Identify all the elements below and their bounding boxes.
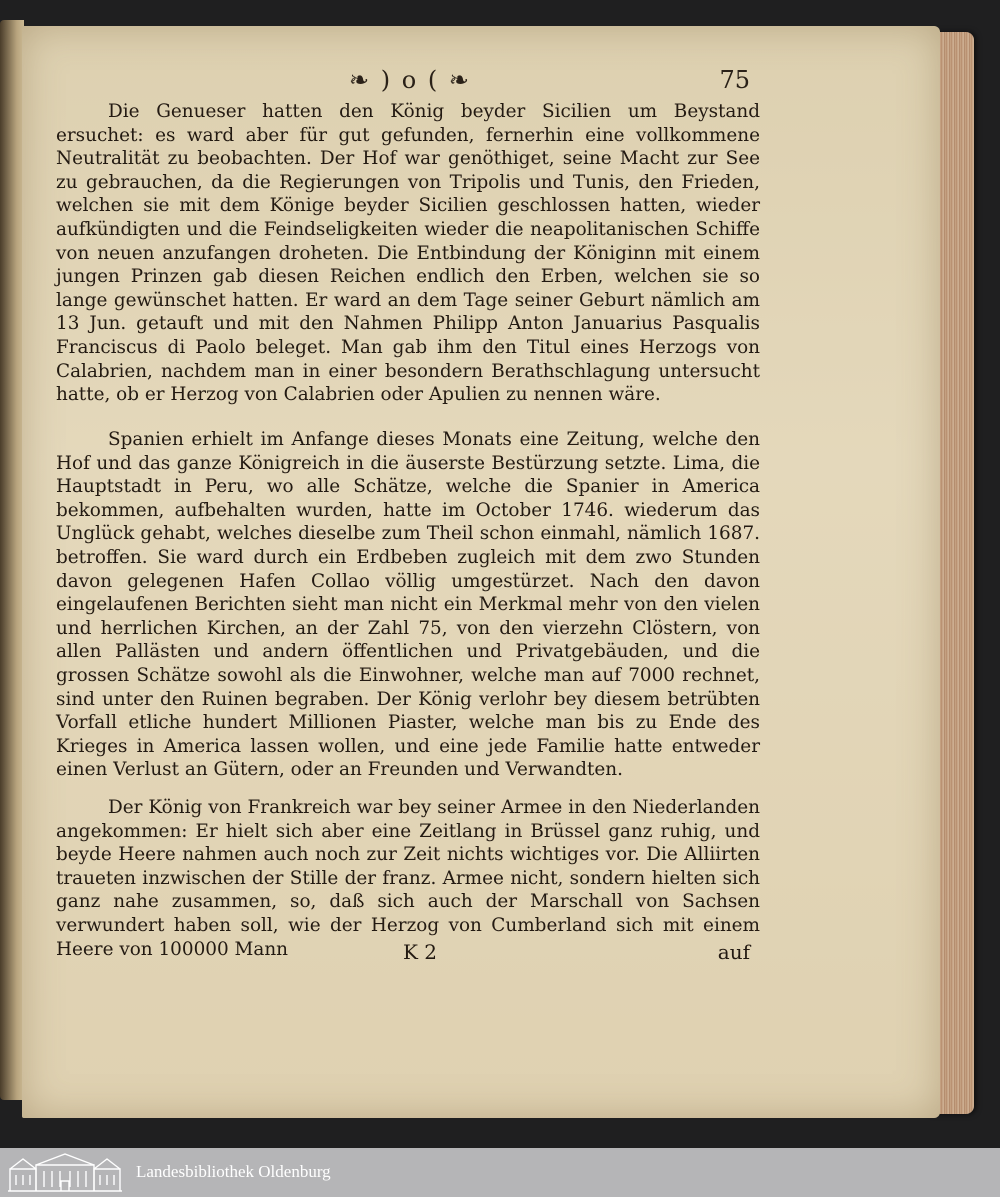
library-building-icon (6, 1151, 124, 1193)
paragraph-frankreich: Der König von Frankreich war bey seiner Armee in den Niederlanden angekommen: Er hielt sich aber eine Zeitlang in Brüssel ganz ruhig, und beyde Heere nahmen auch noch zur Zeit nichts wichtiges vor. Die Alliirten traueten inzwischen der Stille der franz. Armee nicht, sondern hielten sich ganz nahe zusammen, so, daß sich auch der Marschall von Sachsen verwundert haben soll, wie der Herzog von Cumberland sich mit einem Heere von 100000 Mann (56, 797, 760, 960)
running-head: ❧ ) o ( ❧ (349, 66, 471, 94)
signature-mark: K 2 (402, 940, 438, 964)
page-number: 75 (719, 66, 750, 94)
paragraph-spanien: Spanien erhielt im Anfange dieses Monats eine Zeitung, welche den Hof und das ganze Königreich in die äuserste Bestürzung setzte. Lima, die Hauptstadt in Peru, wo alle Schätze, welche die Spanier in America bekommen, aufbehalten wurden, hatte im October 1746. wiederum das Unglück gehabt, welches dieselbe zum Theil schon einmahl, nämlich 1687. betroffen. Sie ward durch ein Erdbeben zugleich mit dem zwo Stunden davon gelegenen Hafen Collao völlig umgestürzet. Nach den davon eingelaufenen Berichten sieht man nicht ein Merkmal mehr von den vielen und herrlichen Kirchen, an der Zahl 75, von den vierzehn Clöstern, von allen Pallästen und andern öffentlichen und Privatgebäuden, und die grossen Schätze sowohl als die Einwohner, welche man auf 7000 rechnet, sind unter den Ruinen begraben. Der König verlohr bey diesem betrübten Vorfall etliche hundert Millionen Piaster, welche man bis zu Ende des Krieges in America lassen wollen, und eine jede Familie hatte entweder einen Verlust an Gütern, oder an Freunden und Verwandten. (56, 429, 760, 781)
library-name[interactable]: Landesbibliothek Oldenburg (136, 1162, 331, 1181)
catchword: auf (717, 940, 750, 964)
facing-page-edge (0, 20, 24, 1100)
paragraph-sicilien: Die Genueser hatten den König beyder Sicilien um Beystand ersuchet: es ward aber für gut gefunden, fernerhin eine vollkommene Neutralität zu beobachten. Der Hof war genöthiget, seine Macht zur See zu gebrauchen, da die Regierungen von Tripolis und Tunis, den Frieden, welchen sie mit dem Könige beyder Sicilien geschlossen hatten, wieder aufkündigten und die Feindseligkeiten wieder die neapolitanischen Schiffe von neuen anzufangen droheten. Die Entbindung der Königinn mit einem jungen Prinzen gab diesen Reichen endlich den Erben, welchen sie so lange gewünschet hatten. Er ward an dem Tage seiner Geburt nämlich am 13 Jun. getauft und mit den Nahmen Philipp Anton Januarius Pasqualis Franciscus di Paolo beleget. Man gab ihm den Titul eines Herzogs von Calabrien, nachdem man in einer besondern Berathschlagung untersucht hatte, ob er Herzog von Calabrien oder Apulien zu nennen wäre. (56, 101, 760, 406)
footer-bar (0, 1148, 1000, 1197)
